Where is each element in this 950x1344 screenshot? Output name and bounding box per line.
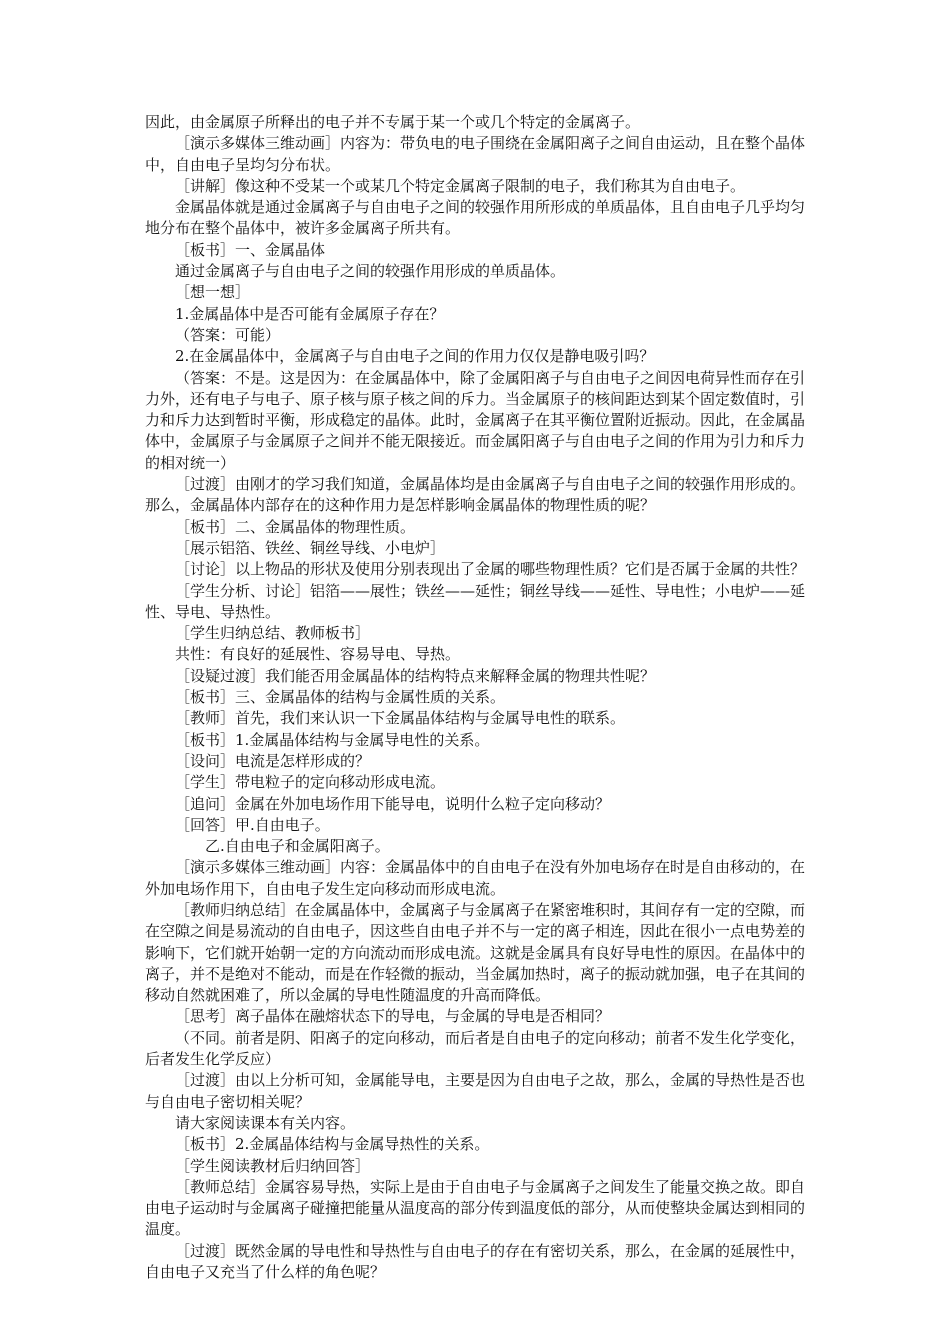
paragraph: ［教师］首先，我们来认识一下金属晶体结构与金属导电性的联系。 — [175, 709, 626, 728]
paragraph: 2.在金属晶体中，金属离子与自由电子之间的作用力仅仅是静电吸引吗？ — [175, 347, 655, 366]
document-body — [145, 112, 805, 1283]
paragraph: （答案：不是。这是因为：在金属晶体中，除了金属阳离子与自由电子之间因电荷异性而存在引力外，还有电子与电子、原子核与原子核之间的斥力。当金属原子的核间距达到某个固定数值时，引力和斥力达到暂时平衡，形成稳定的晶体。此时，金属离子在其平衡位置附近振动。因此，在金属晶体中，金属原子与金属原子之间并不能无限接近。而金属阳离子与自由电子之间的作用为引力和斥力的相对统一） — [145, 368, 806, 472]
paragraph: （不同。前者是阴、阳离子的定向移动，而后者是自由电子的定向移动；前者不发生化学变化，后者发生化学反应） — [145, 1028, 806, 1069]
paragraph: ［设疑过渡］我们能否用金属晶体的结构特点来解释金属的物理共性呢？ — [175, 666, 656, 685]
paragraph: ［学生归纳总结、教师板书］ — [175, 624, 371, 643]
paragraph: ［学生分析、讨论］铝箔——展性；铁丝——延性；铜丝导线——延性、导电性；小电炉——延性、导电、导热性。 — [145, 581, 806, 621]
paragraph: 共性：有良好的延展性、容易导电、导热。 — [175, 645, 461, 664]
paragraph: ［过渡］既然金属的导电性和导热性与自由电子的存在有密切关系，那么，在金属的延展性中，自由电子又充当了什么样的角色呢？ — [145, 1241, 806, 1282]
paragraph: （答案：可能） — [175, 325, 281, 344]
paragraph: ［想一想］ — [175, 283, 251, 302]
paragraph: ［回答］甲.自由电子。 — [175, 815, 330, 834]
paragraph: ［过渡］由刚才的学习我们知道，金属晶体均是由金属离子与自由电子之间的较强作用形成的。那么，金属晶体内部存在的这种作用力是怎样影响金属晶体的物理性质的呢？ — [145, 475, 806, 515]
paragraph: ［板书］1.金属晶体结构与金属导电性的关系。 — [175, 730, 490, 749]
paragraph: ［学生阅读教材后归纳回答］ — [175, 1156, 371, 1175]
paragraph: ［展示铝箔、铁丝、铜丝导线、小电炉］ — [175, 538, 446, 557]
paragraph: ［追问］金属在外加电场作用下能导电，说明什么粒子定向移动？ — [175, 794, 611, 813]
paragraph: 因此，由金属原子所释出的电子并不专属于某一个或几个特定的金属离子。 — [145, 113, 641, 131]
paragraph: ［思考］离子晶体在融熔状态下的导电，与金属的导电是否相同？ — [175, 1007, 611, 1026]
paragraph: ［设问］电流是怎样形成的？ — [175, 751, 371, 770]
paragraph: 通过金属离子与自由电子之间的较强作用形成的单质晶体。 — [175, 262, 566, 281]
paragraph: ［板书］三、金属晶体的结构与金属性质的关系。 — [175, 688, 506, 707]
paragraph: 1.金属晶体中是否可能有金属原子存在？ — [175, 304, 445, 323]
paragraph: ［板书］2.金属晶体结构与金属导热性的关系。 — [175, 1135, 490, 1154]
paragraph: ［过渡］由以上分析可知，金属能导电，主要是因为自由电子之故，那么，金属的导热性是否也与自由电子密切相关呢？ — [145, 1071, 806, 1111]
paragraph: ［教师总结］金属容易导热，实际上是由于自由电子与金属离子之间发生了能量交换之故。即自由电子运动时与金属离子碰撞把能量从温度高的部分传到温度低的部分，从而使整块金属达到相同的温度。 — [145, 1177, 806, 1239]
paragraph: ［演示多媒体三维动画］内容：金属晶体中的自由电子在没有外加电场存在时是自由移动的，在外加电场作用下，自由电子发生定向移动而形成电流。 — [145, 858, 806, 898]
paragraph: 乙.自由电子和金属阳离子。 — [205, 837, 390, 856]
paragraph: ［教师归纳总结］在金属晶体中，金属离子与金属离子在紧密堆积时，其间存有一定的空隙，而在空隙之间是易流动的自由电子，因这些自由电子并不与一定的离子相连，因此在很小一点电势差的影响下，它们就开始朝一定的方向流动而形成电流。这就是金属具有良好导电性的原因。在晶体中的离子，并不是绝对不能动，而是在作轻微的振动，当金属加热时，离子的振动就加强，电子在其间的移动自然就困难了，所以金属的导电性随温度的升高而降低。 — [145, 900, 806, 1005]
paragraph: ［板书］一、金属晶体 — [175, 240, 326, 259]
paragraph: 金属晶体就是通过金属离子与自由电子之间的较强作用所形成的单质晶体，且自由电子几乎均匀地分布在整个晶体中，被许多金属离子所共有。 — [145, 198, 806, 238]
paragraph: ［学生］带电粒子的定向移动形成电流。 — [175, 773, 446, 792]
paragraph: ［讨论］以上物品的形状及使用分别表现出了金属的哪些物理性质？它们是否属于金属的共性？ — [175, 560, 806, 579]
paragraph: ［讲解］像这种不受某一个或某几个特定金属离子限制的电子，我们称其为自由电子。 — [175, 176, 746, 195]
paragraph: 请大家阅读课本有关内容。 — [175, 1113, 356, 1132]
paragraph: ［演示多媒体三维动画］内容为：带负电的电子围绕在金属阳离子之间自由运动，且在整个晶体中，自由电子呈均匀分布状。 — [145, 134, 806, 174]
paragraph: ［板书］二、金属晶体的物理性质。 — [175, 517, 416, 536]
